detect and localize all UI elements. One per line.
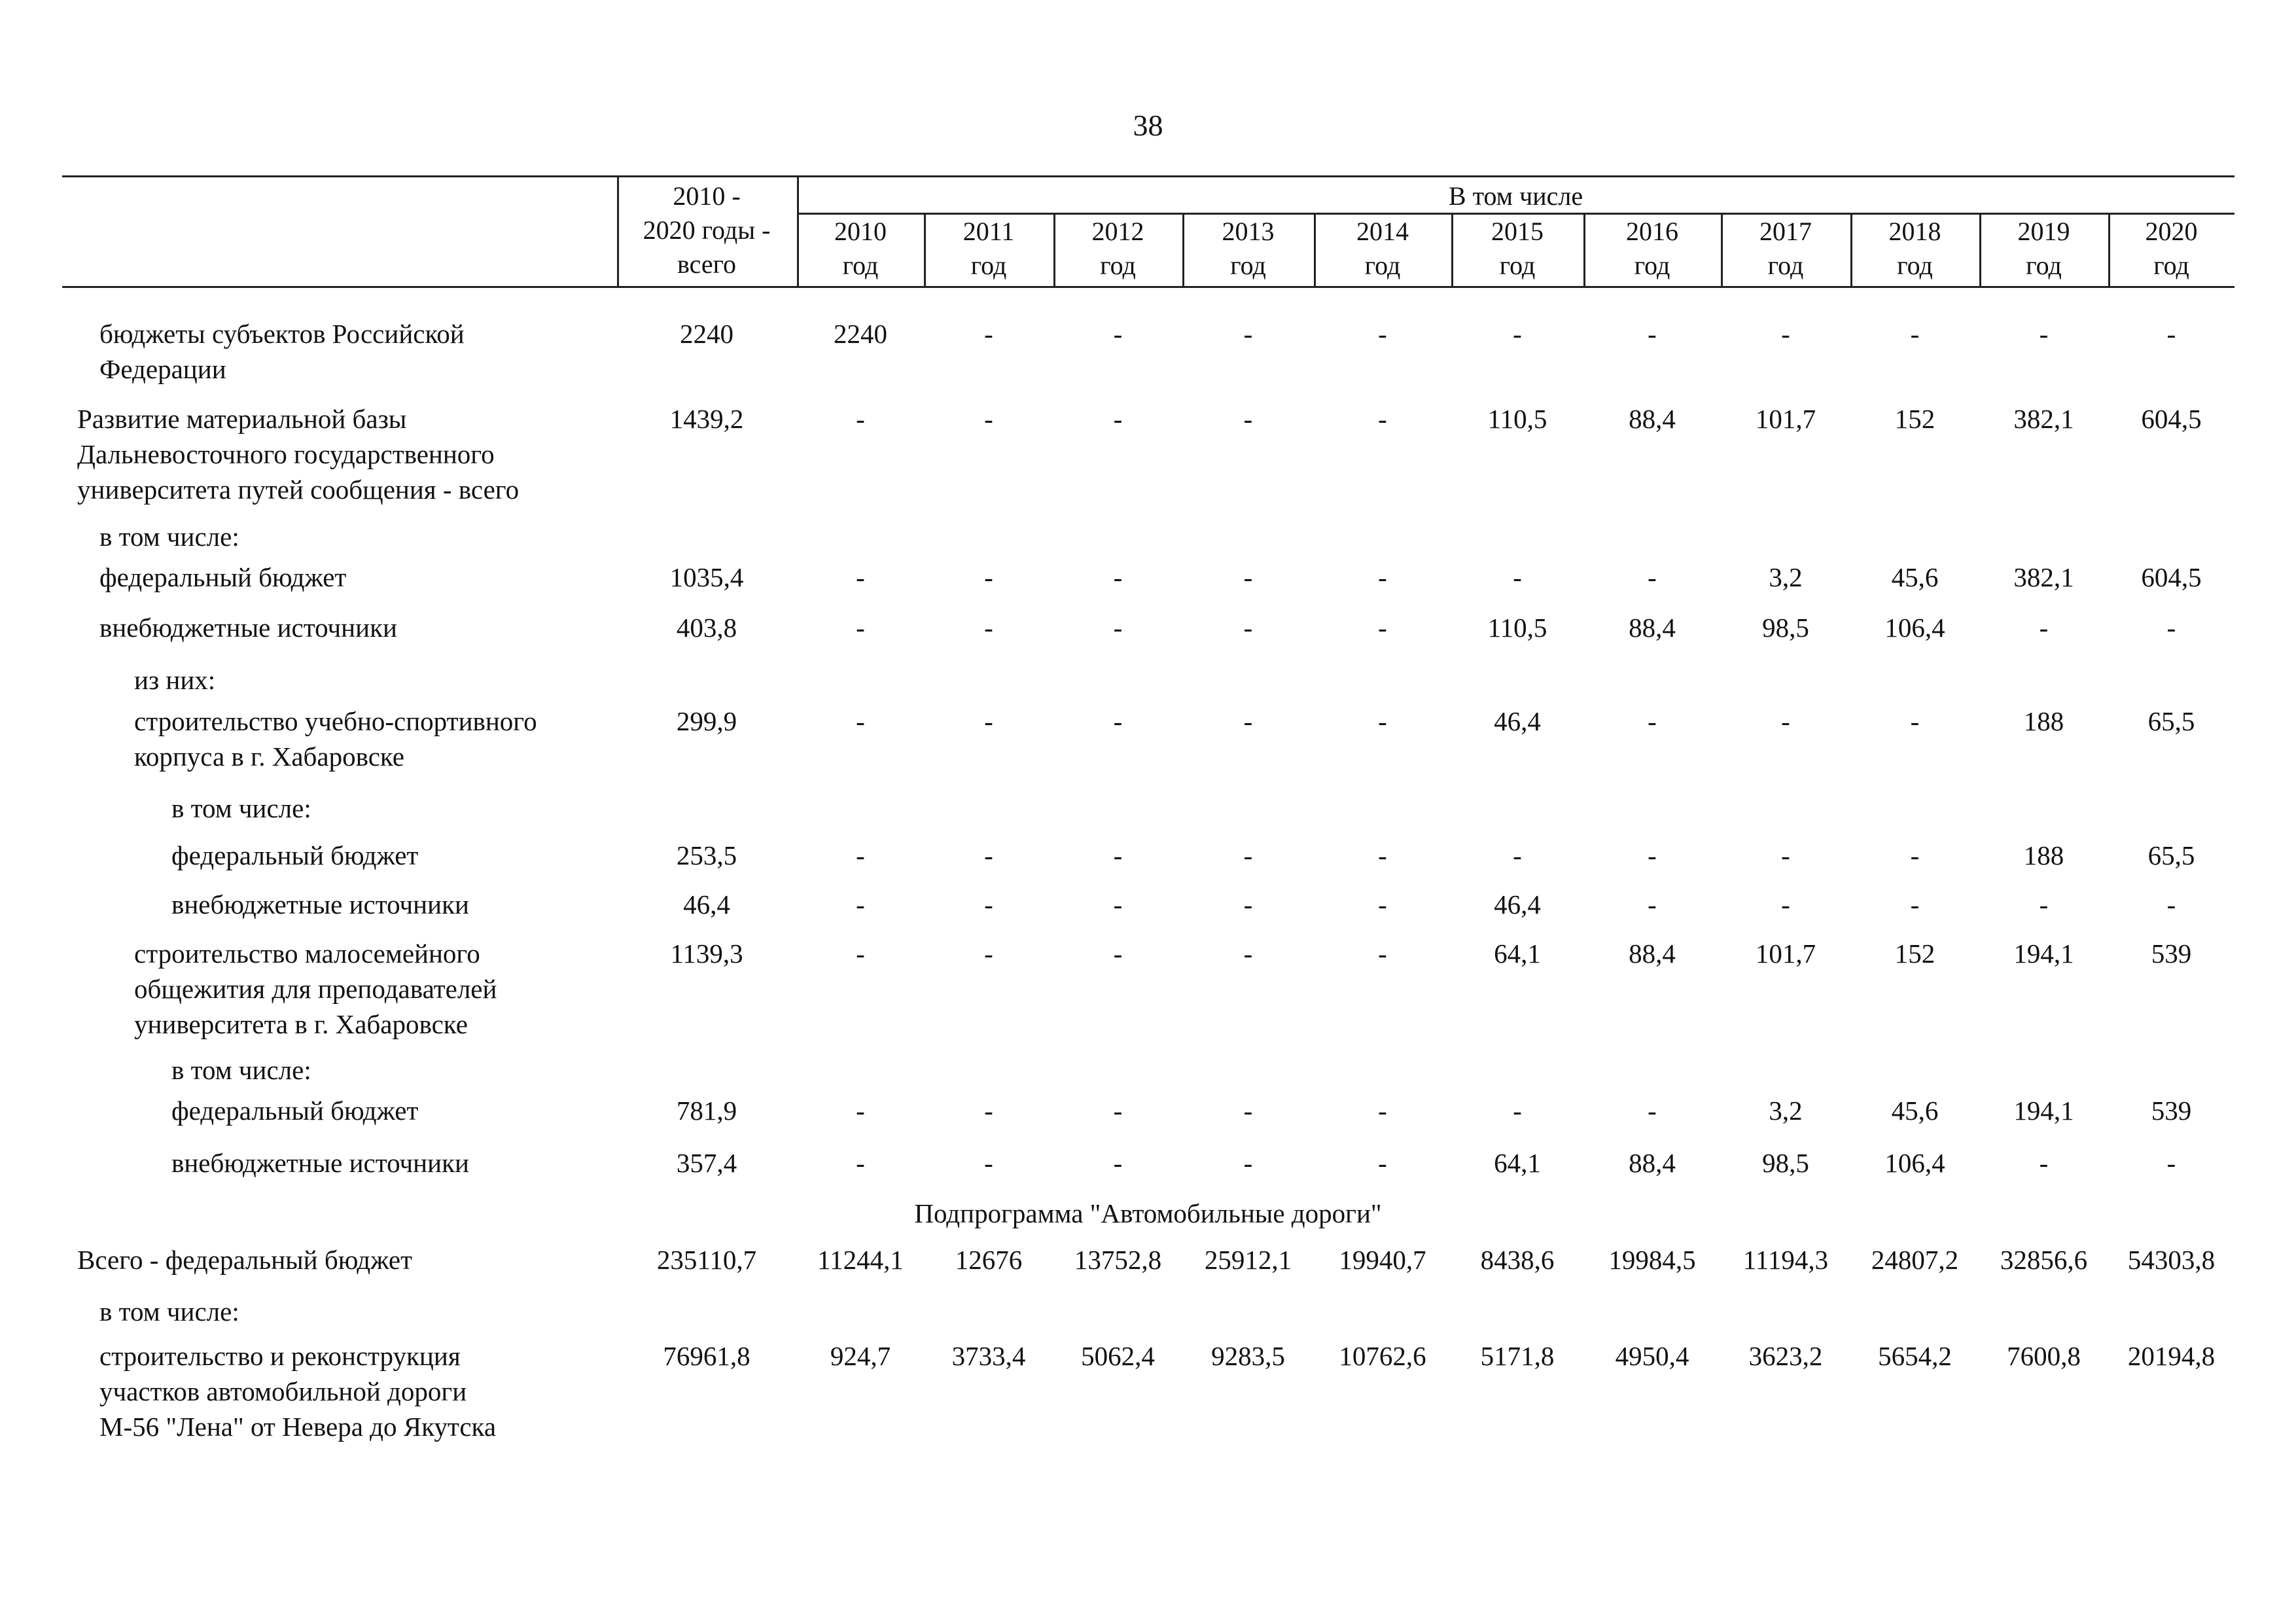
row-label: в том числе: — [99, 522, 239, 552]
row-value-2017: 98,5 — [1762, 613, 1809, 643]
row-total: 46,4 — [683, 889, 730, 919]
row-label: из них: — [134, 665, 216, 695]
row-value-2018: 152 — [1894, 938, 1935, 969]
row-value-2020: 65,5 — [2147, 706, 2195, 736]
row-label: Развитие материальной базы — [77, 404, 407, 434]
row-value-2017: 3,2 — [1769, 1096, 1803, 1126]
row-value-2012: - — [1113, 562, 1123, 592]
row-value-2017: 11194,3 — [1742, 1245, 1829, 1275]
row-total: 781,9 — [676, 1096, 737, 1126]
row-label: в том числе: — [171, 793, 311, 823]
header-total-line: всего — [677, 249, 737, 279]
row-value-2016: - — [1648, 1096, 1657, 1126]
row-value-2015: - — [1513, 1096, 1522, 1126]
header-year: 2020 — [2145, 217, 2198, 246]
row-value-2015: 46,4 — [1494, 889, 1541, 919]
row-value-2018: 106,4 — [1884, 613, 1945, 643]
row-value-2011: - — [984, 404, 993, 434]
row-value-2014: - — [1378, 613, 1387, 643]
row-value-2012: - — [1113, 613, 1123, 643]
header-year-unit: год — [1634, 251, 1670, 280]
section-title: Подпрограмма "Автомобильные дороги" — [914, 1198, 1382, 1228]
row-value-2014: - — [1378, 319, 1387, 349]
row-value-2014: - — [1378, 1096, 1387, 1126]
row-value-2013: - — [1243, 404, 1253, 434]
row-total: 1139,3 — [670, 938, 743, 969]
header-group-label: В том числе — [1448, 181, 1583, 211]
row-value-2011: - — [984, 840, 993, 870]
row-total: 235110,7 — [656, 1245, 757, 1275]
header-year-unit: год — [1100, 251, 1136, 280]
row-value-2012: - — [1113, 1148, 1123, 1178]
header-year-unit: год — [2026, 251, 2062, 280]
row-label: Дальневосточного государственного — [77, 439, 495, 469]
row-total: 1035,4 — [669, 562, 744, 592]
row-label: федеральный бюджет — [99, 562, 347, 592]
row-value-2016: 88,4 — [1629, 404, 1676, 434]
row-value-2015: - — [1513, 319, 1522, 349]
row-value-2013: 25912,1 — [1204, 1245, 1292, 1275]
row-value-2020: - — [2166, 1148, 2176, 1178]
header-year-unit: год — [2153, 251, 2189, 280]
row-value-2019: 194,1 — [2013, 938, 2074, 969]
row-value-2018: - — [1910, 319, 1920, 349]
row-value-2014: - — [1378, 889, 1387, 919]
row-value-2011: - — [984, 889, 993, 919]
header-total-line: 2020 годы - — [643, 215, 771, 245]
row-value-2014: - — [1378, 404, 1387, 434]
row-value-2017: - — [1781, 889, 1790, 919]
row-value-2011: - — [984, 706, 993, 736]
row-value-2010: - — [856, 613, 865, 643]
row-value-2010: - — [856, 889, 865, 919]
row-value-2018: - — [1910, 706, 1920, 736]
row-value-2010: 924,7 — [830, 1341, 891, 1371]
row-value-2019: 194,1 — [2013, 1096, 2074, 1126]
row-value-2020: - — [2166, 613, 2176, 643]
row-value-2011: - — [984, 319, 993, 349]
row-value-2020: 604,5 — [2141, 562, 2202, 592]
row-value-2010: - — [856, 562, 865, 592]
row-value-2013: - — [1243, 1096, 1253, 1126]
header-year: 2012 — [1091, 217, 1144, 246]
row-value-2014: - — [1378, 840, 1387, 870]
row-label: строительство малосемейного — [134, 938, 480, 969]
row-value-2020: 539 — [2151, 1096, 2192, 1126]
row-label: бюджеты субъектов Российской — [99, 319, 465, 349]
row-total: 76961,8 — [663, 1341, 751, 1371]
row-value-2018: - — [1910, 889, 1920, 919]
page-number: 38 — [1133, 109, 1163, 142]
row-value-2016: - — [1648, 706, 1657, 736]
row-value-2020: 604,5 — [2141, 404, 2202, 434]
row-value-2015: - — [1513, 840, 1522, 870]
row-value-2012: 13752,8 — [1074, 1245, 1162, 1275]
row-label: внебюджетные источники — [99, 613, 397, 643]
header-year: 2016 — [1626, 217, 1678, 246]
row-value-2016: - — [1648, 319, 1657, 349]
row-label: строительство учебно-спортивного — [134, 706, 537, 736]
row-label: строительство и реконструкция — [99, 1341, 461, 1371]
row-value-2018: 152 — [1894, 404, 1935, 434]
row-value-2013: - — [1243, 706, 1253, 736]
row-value-2018: 45,6 — [1891, 1096, 1939, 1126]
header-year-unit: год — [1364, 251, 1401, 280]
header-year: 2017 — [1759, 217, 1812, 246]
row-label: федеральный бюджет — [171, 1096, 419, 1126]
row-value-2011: - — [984, 938, 993, 969]
header-year-unit: год — [1767, 251, 1804, 280]
row-value-2013: - — [1243, 319, 1253, 349]
row-value-2012: 5062,4 — [1081, 1341, 1155, 1371]
row-value-2010: - — [856, 1148, 865, 1178]
row-value-2018: 24807,2 — [1871, 1245, 1959, 1275]
row-value-2016: - — [1648, 889, 1657, 919]
header-year-unit: год — [842, 251, 879, 280]
row-value-2020: 54303,8 — [2127, 1245, 2216, 1275]
header-total-line: 2010 - — [673, 181, 741, 211]
row-value-2012: - — [1113, 840, 1123, 870]
row-value-2014: 10762,6 — [1339, 1341, 1426, 1371]
row-value-2017: - — [1781, 319, 1790, 349]
row-value-2017: 101,7 — [1755, 404, 1816, 434]
row-value-2013: - — [1243, 889, 1253, 919]
row-value-2018: 45,6 — [1891, 562, 1939, 592]
row-value-2011: - — [984, 613, 993, 643]
row-total: 2240 — [680, 319, 733, 349]
row-value-2014: - — [1378, 562, 1387, 592]
row-label: Федерации — [99, 354, 226, 384]
row-value-2016: 88,4 — [1629, 938, 1676, 969]
row-total: 1439,2 — [669, 404, 744, 434]
header-year: 2013 — [1222, 217, 1275, 246]
row-value-2019: - — [2039, 1148, 2049, 1178]
row-value-2011: 3733,4 — [951, 1341, 1026, 1371]
row-value-2019: - — [2039, 613, 2049, 643]
row-value-2016: 88,4 — [1629, 1148, 1676, 1178]
row-label: общежития для преподавателей — [134, 974, 497, 1004]
row-value-2011: - — [984, 1096, 993, 1126]
row-value-2017: 101,7 — [1755, 938, 1816, 969]
row-value-2010: - — [856, 840, 865, 870]
header-year-unit: год — [1499, 251, 1536, 280]
row-total: 403,8 — [676, 613, 737, 643]
row-label: Всего - федеральный бюджет — [77, 1245, 413, 1275]
row-value-2019: 7600,8 — [2007, 1341, 2081, 1371]
row-value-2010: - — [856, 404, 865, 434]
row-value-2017: 3,2 — [1769, 562, 1803, 592]
row-value-2019: - — [2039, 319, 2049, 349]
header-year: 2018 — [1888, 217, 1941, 246]
row-value-2014: - — [1378, 1148, 1387, 1178]
row-value-2015: 110,5 — [1487, 613, 1547, 643]
row-label: корпуса в г. Хабаровске — [134, 741, 405, 772]
header-year: 2019 — [2017, 217, 2070, 246]
row-label: участков автомобильной дороги — [99, 1376, 467, 1406]
row-value-2015: 64,1 — [1494, 1148, 1541, 1178]
row-label: университета путей сообщения - всего — [77, 474, 520, 505]
row-value-2012: - — [1113, 1096, 1123, 1126]
row-value-2012: - — [1113, 889, 1123, 919]
row-value-2019: 32856,6 — [2000, 1245, 2088, 1275]
row-label: федеральный бюджет — [171, 840, 419, 870]
row-label: в том числе: — [171, 1055, 311, 1085]
row-value-2020: - — [2166, 889, 2176, 919]
row-label: М-56 "Лена" от Невера до Якутска — [99, 1412, 497, 1442]
row-value-2015: 64,1 — [1494, 938, 1541, 969]
row-value-2016: - — [1648, 840, 1657, 870]
row-value-2020: 539 — [2151, 938, 2192, 969]
row-value-2012: - — [1113, 706, 1123, 736]
row-value-2013: - — [1243, 1148, 1253, 1178]
row-value-2012: - — [1113, 938, 1123, 969]
row-value-2017: - — [1781, 706, 1790, 736]
row-value-2010: - — [856, 938, 865, 969]
row-value-2019: - — [2039, 889, 2049, 919]
row-label: в том числе: — [99, 1296, 239, 1327]
row-value-2018: 5654,2 — [1878, 1341, 1952, 1371]
row-value-2010: - — [856, 706, 865, 736]
row-value-2020: 20194,8 — [2127, 1341, 2216, 1371]
row-value-2015: 46,4 — [1494, 706, 1541, 736]
row-value-2019: 188 — [2023, 840, 2064, 870]
header-year: 2015 — [1491, 217, 1544, 246]
row-value-2016: 19984,5 — [1608, 1245, 1696, 1275]
row-value-2016: 4950,4 — [1615, 1341, 1689, 1371]
row-value-2013: - — [1243, 562, 1253, 592]
row-value-2015: 5171,8 — [1480, 1341, 1555, 1371]
row-value-2017: 3623,2 — [1748, 1341, 1823, 1371]
row-value-2015: 110,5 — [1487, 404, 1547, 434]
row-value-2012: - — [1113, 319, 1123, 349]
header-year: 2014 — [1356, 217, 1409, 246]
row-value-2016: - — [1648, 562, 1657, 592]
header-year: 2010 — [834, 217, 887, 246]
row-total: 253,5 — [676, 840, 737, 870]
row-value-2011: 12676 — [955, 1245, 1023, 1275]
row-value-2010: 2240 — [834, 319, 887, 349]
row-value-2019: 382,1 — [2013, 404, 2074, 434]
row-value-2013: - — [1243, 613, 1253, 643]
row-value-2015: 8438,6 — [1480, 1245, 1555, 1275]
row-total: 357,4 — [676, 1148, 737, 1178]
row-value-2019: 188 — [2023, 706, 2064, 736]
header-year: 2011 — [963, 217, 1015, 246]
row-value-2014: - — [1378, 938, 1387, 969]
row-value-2010: - — [856, 1096, 865, 1126]
row-value-2014: 19940,7 — [1339, 1245, 1426, 1275]
header-year-unit: год — [1897, 251, 1933, 280]
row-value-2013: - — [1243, 840, 1253, 870]
row-value-2013: 9283,5 — [1211, 1341, 1285, 1371]
row-value-2017: 98,5 — [1762, 1148, 1809, 1178]
header-year-unit: год — [1230, 251, 1266, 280]
row-value-2017: - — [1781, 840, 1790, 870]
row-label: внебюджетные источники — [171, 889, 469, 919]
row-label: внебюджетные источники — [171, 1148, 469, 1178]
row-value-2011: - — [984, 1148, 993, 1178]
row-value-2020: 65,5 — [2147, 840, 2195, 870]
row-value-2010: 11244,1 — [817, 1245, 904, 1275]
row-value-2012: - — [1113, 404, 1123, 434]
row-value-2015: - — [1513, 562, 1522, 592]
row-value-2011: - — [984, 562, 993, 592]
row-value-2020: - — [2166, 319, 2176, 349]
row-value-2016: 88,4 — [1629, 613, 1676, 643]
row-value-2018: 106,4 — [1884, 1148, 1945, 1178]
row-label: университета в г. Хабаровске — [134, 1009, 468, 1039]
row-value-2019: 382,1 — [2013, 562, 2074, 592]
row-total: 299,9 — [676, 706, 737, 736]
row-value-2014: - — [1378, 706, 1387, 736]
header-year-unit: год — [970, 251, 1007, 280]
row-value-2013: - — [1243, 938, 1253, 969]
row-value-2018: - — [1910, 840, 1920, 870]
